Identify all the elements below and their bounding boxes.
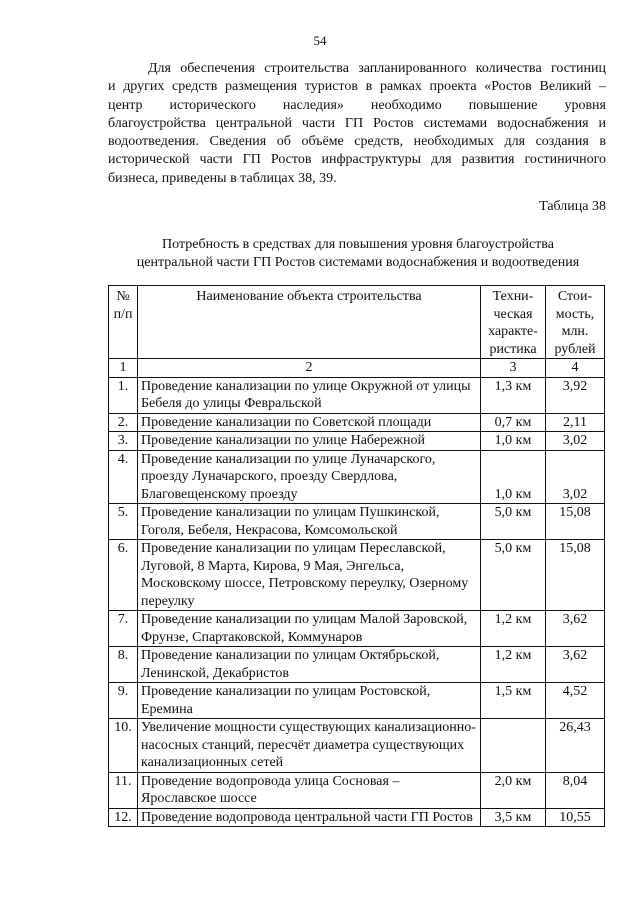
row-cost: 4,52 <box>546 683 605 719</box>
row-name: Проведение канализации по улицам Пушкинской, Гоголя, Бебеля, Некрасова, Комсомольской <box>138 504 481 540</box>
row-name: Проведение канализации по улице Окружной от улицы Бебеля до улицы Февральской <box>138 377 481 413</box>
index-cell: 3 <box>481 359 546 378</box>
row-name: Проведение канализации по Советской площади <box>138 413 481 432</box>
row-number: 9. <box>109 683 138 719</box>
row-number: 5. <box>109 504 138 540</box>
index-row <box>109 359 605 378</box>
row-number: 12. <box>109 808 138 827</box>
row-cost: 2,11 <box>546 413 605 432</box>
header-spec: Техни-ческая характе-ристика <box>481 286 546 359</box>
row-spec: 1,3 км <box>481 377 546 413</box>
row-cost: 3,62 <box>546 647 605 683</box>
table-row <box>109 432 605 451</box>
row-cost: 15,08 <box>546 504 605 540</box>
row-number: 2. <box>109 413 138 432</box>
row-spec: 1,0 км <box>481 450 546 504</box>
row-cost: 3,92 <box>546 377 605 413</box>
page-number: 54 <box>313 33 327 48</box>
table-row <box>109 683 605 719</box>
header-name: Наименование объекта строительства <box>138 286 481 359</box>
row-spec: 1,2 км <box>481 611 546 647</box>
row-spec <box>481 719 546 773</box>
index-cell: 4 <box>546 359 605 378</box>
row-name: Проведение канализации по улице Луначарского, проезду Луначарского, проезду Свердлова, Благовещенскому проезду <box>138 450 481 504</box>
paragraph-line: Для обеспечения строительства запланированного количества гостиниц <box>148 61 606 76</box>
header-row <box>109 286 605 359</box>
row-name: Увеличение мощности существующих канализационно-насосных станций, пересчёт диаметра существующих канализационных сетей <box>138 719 481 773</box>
paragraph-line: центр исторического наследия» необходимо повышение уровня <box>108 97 606 113</box>
table-row <box>109 540 605 611</box>
row-name: Проведение канализации по улице Набережной <box>138 432 481 451</box>
row-name: Проведение водопровода улица Сосновая – Ярославское шоссе <box>138 772 481 808</box>
row-cost: 26,43 <box>546 719 605 773</box>
row-spec: 1,2 км <box>481 647 546 683</box>
row-spec: 3,5 км <box>481 808 546 827</box>
row-cost: 8,04 <box>546 772 605 808</box>
header-number: № п/п <box>109 286 138 359</box>
paragraph-line: бизнеса, приведены в таблицах 38, 39. <box>108 170 337 186</box>
table-row <box>109 413 605 432</box>
header-cost: Стои-мость, млн. рублей <box>546 286 605 359</box>
row-name: Проведение канализации по улицам Малой Заровской, Фрунзе, Спартаковской, Коммунаров <box>138 611 481 647</box>
table-row <box>109 450 605 504</box>
row-spec: 1,5 км <box>481 683 546 719</box>
paragraph-line: и других средств размещения туристов в рамках проекта «Ростов Великий – <box>108 79 606 95</box>
row-name: Проведение водопровода центральной части ГП Ростов <box>138 808 481 827</box>
row-name: Проведение канализации по улицам Переславской, Луговой, 8 Марта, Кирова, 9 Мая, Энгельса, Московскому шоссе, Петровскому переулку, Озерному переулку <box>138 540 481 611</box>
caption-line: Потребность в средствах для повышения уровня благоустройства <box>162 237 554 252</box>
row-spec: 5,0 км <box>481 504 546 540</box>
row-spec: 5,0 км <box>481 540 546 611</box>
table-caption <box>80 236 636 272</box>
row-cost: 3,62 <box>546 611 605 647</box>
cost-table <box>108 285 605 827</box>
paragraph-line: исторической части ГП Ростов инфраструктуры для развития гостиничного <box>108 152 606 168</box>
table-row <box>109 611 605 647</box>
table-row <box>109 504 605 540</box>
table-row <box>109 377 605 413</box>
index-cell: 2 <box>138 359 481 378</box>
row-name: Проведение канализации по улицам Ростовской, Еремина <box>138 683 481 719</box>
table-row <box>109 808 605 827</box>
index-cell: 1 <box>109 359 138 378</box>
table-row <box>109 719 605 773</box>
table-row <box>109 647 605 683</box>
row-spec: 2,0 км <box>481 772 546 808</box>
row-number: 8. <box>109 647 138 683</box>
row-name: Проведение канализации по улицам Октябрьской, Ленинской, Декабристов <box>138 647 481 683</box>
table-row <box>109 772 605 808</box>
row-cost: 3,02 <box>546 432 605 451</box>
row-number: 11. <box>109 772 138 808</box>
row-number: 1. <box>109 377 138 413</box>
row-cost: 15,08 <box>546 540 605 611</box>
row-number: 6. <box>109 540 138 611</box>
row-spec: 1,0 км <box>481 432 546 451</box>
row-number: 3. <box>109 432 138 451</box>
caption-line: центральной части ГП Ростов системами водоснабжения и водоотведения <box>136 255 580 270</box>
paragraph-line: водоотведения. Сведения об объёме средств, необходимых для создания в <box>108 134 606 150</box>
row-number: 4. <box>109 450 138 504</box>
row-spec: 0,7 км <box>481 413 546 432</box>
row-cost: 10,55 <box>546 808 605 827</box>
table-label: Таблица 38 <box>539 199 606 214</box>
row-number: 10. <box>109 719 138 773</box>
row-cost: 3,02 <box>546 450 605 504</box>
row-number: 7. <box>109 611 138 647</box>
paragraph-line: благоустройства центральной части ГП Ростов системами водоснабжения и <box>108 115 606 131</box>
intro-paragraph <box>108 60 606 188</box>
